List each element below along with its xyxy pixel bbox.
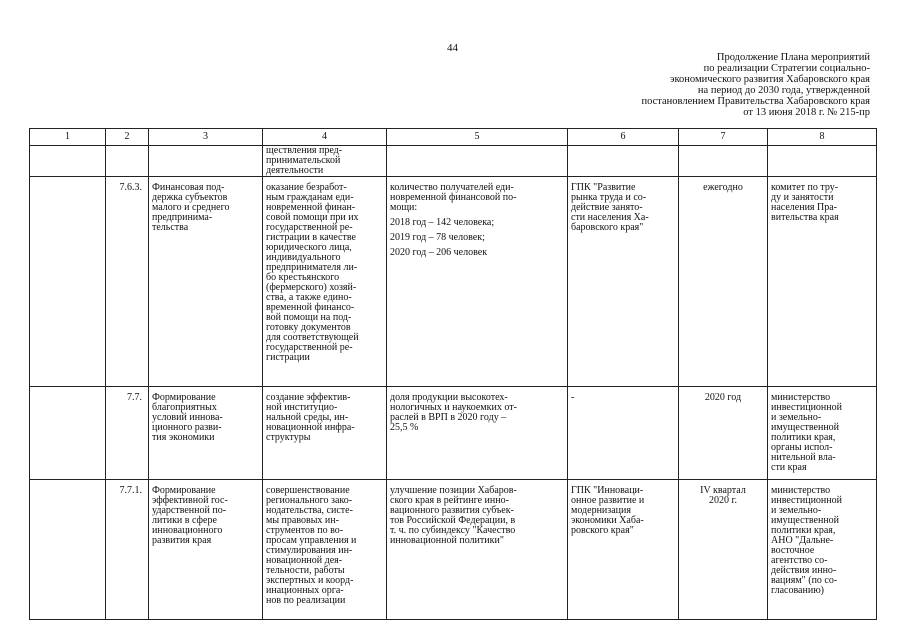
cell-text-line: т. ч. по субиндексу "Качество — [390, 525, 516, 536]
table-cell-col4 — [263, 387, 387, 480]
cell-text-line: ударственной по- — [152, 505, 227, 516]
year-value-line: 2019 год – 78 человек; — [390, 232, 485, 243]
table-cell-col1 — [30, 177, 106, 387]
column-number: 8 — [768, 129, 877, 146]
cell-text-line: АНО "Дальне- — [771, 535, 834, 546]
cell-text-line: ГПК "Развитие — [571, 182, 636, 193]
cell-text-line: тия экономики — [152, 432, 215, 443]
heading-line: экономического развития Хабаровского края — [669, 74, 870, 85]
cell-text-line: инвестиционной — [771, 495, 842, 506]
cell-text-line: новационной инфра- — [266, 422, 355, 433]
column-number: 4 — [263, 129, 387, 146]
cell-text-line: действие занято- — [571, 202, 643, 213]
cell-text-line: населения Пра- — [771, 202, 838, 213]
cell-text-line: гласованию) — [771, 585, 824, 596]
table-cell-col2 — [106, 177, 149, 387]
table-header-row — [30, 129, 877, 146]
cell-text-line: литики в сфере — [152, 515, 217, 526]
cell-text-line: регионального зако- — [266, 495, 353, 506]
cell-text-line: и земельно- — [771, 412, 822, 423]
cell-text-line: (фермерского) хозяй- — [266, 282, 357, 293]
cell-text-line: ным гражданам еди- — [266, 192, 354, 203]
table-cell-col5 — [387, 146, 568, 177]
table-cell-col5 — [387, 387, 568, 480]
table-cell-col7 — [679, 480, 768, 620]
year-value-line: 2020 год – 206 человек — [390, 247, 488, 258]
table-cell-col8 — [768, 177, 877, 387]
plan-table — [29, 128, 877, 620]
table-cell-col1 — [30, 387, 106, 480]
cell-text-line: ежегодно — [703, 182, 743, 193]
cell-text-line: количество получателей еди- — [390, 182, 514, 193]
table-cell-col3 — [149, 177, 263, 387]
cell-text-line: деятельности — [266, 165, 324, 176]
table-cell-col6 — [568, 177, 679, 387]
cell-text-line: ществления пред- — [266, 145, 343, 156]
cell-text-line: просам управления и — [266, 535, 357, 546]
cell-text-line: ной институцио- — [266, 402, 338, 413]
cell-text-line: IV квартал — [700, 485, 746, 496]
cell-text-line: имущественной — [771, 422, 840, 433]
table-cell-col8 — [768, 146, 877, 177]
cell-text-line: комитет по тру- — [771, 182, 839, 193]
cell-text-line: гистрации в качестве — [266, 232, 356, 243]
cell-text-line: юридического лица, — [266, 242, 352, 253]
table-row — [30, 387, 877, 480]
cell-text-line: министерство — [771, 485, 831, 496]
cell-text-line: ду и занятости — [771, 192, 834, 203]
cell-text-line: Формирование — [152, 485, 216, 496]
cell-text-line: эффективной гос- — [152, 495, 228, 506]
cell-text-line: временной финансо- — [266, 302, 355, 313]
cell-text-line: нительной вла- — [771, 452, 836, 463]
table-body — [30, 129, 877, 620]
cell-text-line: модернизация — [571, 505, 631, 516]
cell-text-line: имущественной — [771, 515, 840, 526]
cell-text-line: создание эффектив- — [266, 392, 351, 403]
cell-text-line: Формирование — [152, 392, 216, 403]
cell-text-line: для соответствующей — [266, 332, 359, 343]
cell-text-line: мы правовых ин- — [266, 515, 339, 526]
cell-text-line: действия инно- — [771, 565, 837, 576]
column-number: 7 — [679, 129, 768, 146]
cell-text-line: индивидуального — [266, 252, 341, 263]
table-cell-col2 — [106, 146, 149, 177]
document-heading — [570, 52, 870, 118]
cell-text-line: инационных орга- — [266, 585, 344, 596]
cell-text-line: инновационной политики" — [390, 535, 504, 546]
cell-text-line: тов Российской Федерации, в — [390, 515, 516, 526]
cell-text-line: государственной ре- — [266, 222, 353, 233]
cell-text-line: 7.7.1. — [119, 485, 142, 496]
cell-text-line: предпринима- — [152, 212, 213, 223]
table-cell-col6 — [568, 387, 679, 480]
table-cell-col2 — [106, 387, 149, 480]
cell-text-line: экспертных и коорд- — [266, 575, 354, 586]
cell-text-line: раслей в ВРП в 2020 году – — [390, 412, 507, 423]
cell-text-line: струментов по во- — [266, 525, 344, 536]
table-cell-col6 — [568, 146, 679, 177]
cell-text-line: ства, а также едино- — [266, 292, 352, 303]
cell-text-line: малого и среднего — [152, 202, 230, 213]
heading-line: от 13 июня 2018 г. № 215-пр — [743, 107, 870, 118]
table-cell-col1 — [30, 480, 106, 620]
cell-text-line: новременной финан- — [266, 202, 356, 213]
column-number: 2 — [106, 129, 149, 146]
cell-text-line: государственной ре- — [266, 342, 353, 353]
column-number: 3 — [149, 129, 263, 146]
cell-text-line: совершенствование — [266, 485, 350, 496]
cell-text-line: структуры — [266, 432, 311, 443]
cell-text-line: нальной среды, ин- — [266, 412, 349, 423]
cell-text-line: онное развитие и — [571, 495, 645, 506]
cell-text-line: совой помощи при их — [266, 212, 359, 223]
cell-text-line: нологичных и наукоемких от- — [390, 402, 517, 413]
table-cell-col7 — [679, 177, 768, 387]
cell-text-line: экономики Хаба- — [571, 515, 644, 526]
cell-text-line: органы испол- — [771, 442, 833, 453]
table-cell-col8 — [768, 387, 877, 480]
cell-text-line: готовку документов — [266, 322, 351, 333]
cell-text-line: развития края — [152, 535, 212, 546]
cell-text-line: политики края, — [771, 432, 836, 443]
table-row — [30, 480, 877, 620]
cell-text-line: мощи: — [390, 202, 418, 213]
cell-text-line: принимательской — [266, 155, 341, 166]
table-cell-col6 — [568, 480, 679, 620]
cell-text-line: оказание безработ- — [266, 182, 347, 193]
cell-text-line: нодательства, систе- — [266, 505, 353, 516]
page-number: 44 — [447, 42, 458, 54]
cell-text-line: ГПК "Инноваци- — [571, 485, 644, 496]
cell-text-line: и земельно- — [771, 505, 822, 516]
cell-text-line: сти края — [771, 462, 807, 473]
cell-text-line: ровского края" — [571, 525, 634, 536]
cell-text-line: 25,5 % — [390, 422, 419, 433]
table-cell-col1 — [30, 146, 106, 177]
cell-text-line: 2020 г. — [709, 495, 737, 506]
cell-text-line: агентство со- — [771, 555, 828, 566]
cell-text-line: инвестиционной — [771, 402, 842, 413]
cell-text-line: политики края, — [771, 525, 836, 536]
table-cell-col3 — [149, 146, 263, 177]
heading-line: по реализации Стратегии социально- — [703, 63, 870, 74]
cell-text-line: - — [571, 392, 575, 403]
cell-text-line: улучшение позиции Хабаров- — [390, 485, 517, 496]
cell-text-line: инновационного — [152, 525, 223, 536]
cell-text-line: Финансовая под- — [152, 182, 225, 193]
table-cell-col3 — [149, 387, 263, 480]
heading-line: постановлением Правительства Хабаровского края — [641, 96, 870, 107]
cell-text-line: условий иннова- — [152, 412, 223, 423]
table-cell-col4 — [263, 177, 387, 387]
cell-text-line: бо крестьянского — [266, 272, 340, 283]
cell-text-line: благоприятных — [152, 402, 217, 413]
cell-text-line: вациям" (по со- — [771, 575, 838, 586]
table-cell-col5 — [387, 177, 568, 387]
cell-text-line: стимулирования ин- — [266, 545, 353, 556]
table-cell-col4 — [263, 480, 387, 620]
cell-text-line: рынка труда и со- — [571, 192, 647, 203]
table-cell-col5 — [387, 480, 568, 620]
cell-text-line: министерство — [771, 392, 831, 403]
cell-text-line: 2020 год — [704, 392, 742, 403]
table-row — [30, 177, 877, 387]
table-cell-col2 — [106, 480, 149, 620]
table-row — [30, 146, 877, 177]
cell-text-line: сти населения Ха- — [571, 212, 649, 223]
column-number: 5 — [387, 129, 568, 146]
cell-text-line: вой помощи на под- — [266, 312, 352, 323]
cell-text-line: нов по реализации — [266, 595, 346, 606]
cell-text-line: баровского края" — [571, 222, 644, 233]
cell-text-line: ского края в рейтинге инно- — [390, 495, 509, 506]
cell-text-line: гистрации — [266, 352, 310, 363]
cell-text-line: восточное — [771, 545, 815, 556]
cell-text-line: новременной финансовой по- — [390, 192, 517, 203]
column-number: 6 — [568, 129, 679, 146]
cell-text-line: тельства — [152, 222, 189, 233]
cell-text-line: держка субъектов — [152, 192, 228, 203]
table-cell-col4 — [263, 146, 387, 177]
table-cell-col7 — [679, 387, 768, 480]
table-cell-col3 — [149, 480, 263, 620]
cell-text-line: 7.6.3. — [119, 182, 142, 193]
table-cell-col7 — [679, 146, 768, 177]
cell-text-line: вационного развития субъек- — [390, 505, 514, 516]
cell-text-line: новационной дея- — [266, 555, 343, 566]
cell-text-line: 7.7. — [127, 392, 142, 403]
cell-text-line: тельности, работы — [266, 565, 345, 576]
heading-line: Продолжение Плана мероприятий — [716, 52, 870, 63]
cell-text-line: вительства края — [771, 212, 839, 223]
column-number: 1 — [30, 129, 106, 146]
cell-text-line: предпринимателя ли- — [266, 262, 358, 273]
year-value-line: 2018 год – 142 человека; — [390, 217, 495, 228]
table-cell-col8 — [768, 480, 877, 620]
heading-line: на период до 2030 года, утвержденной — [697, 85, 870, 96]
cell-text-line: доля продукции высокотех- — [390, 392, 508, 403]
cell-text-line: ционного разви- — [152, 422, 222, 433]
